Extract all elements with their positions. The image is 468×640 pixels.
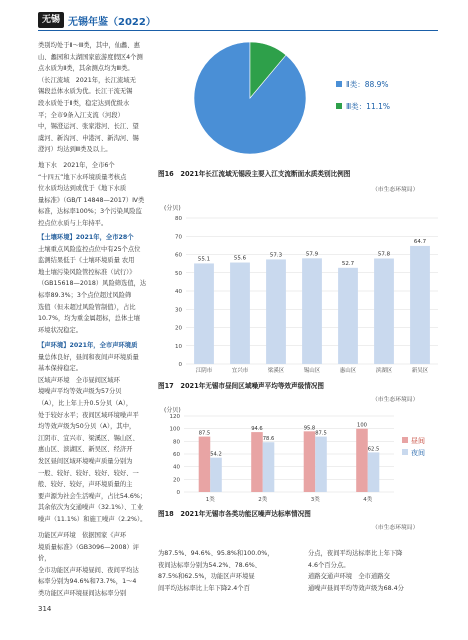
text-line: （A），比上年上升0.5分贝（A）， bbox=[38, 399, 133, 407]
text-line: 为87.5%、94.6%、95.8%和100.0%， bbox=[158, 550, 274, 557]
bar bbox=[410, 246, 430, 364]
figure18-grouped-bar-chart bbox=[158, 406, 448, 506]
figure16-source: （市生态环境局） bbox=[372, 187, 419, 193]
text-line: 地土壤污染风险管控标准（试行）》 bbox=[38, 268, 136, 276]
bar bbox=[266, 259, 286, 364]
data-label: 62.5 bbox=[367, 446, 380, 453]
text-line: 噪声（11.1%）和施工噪声（2.2%）。 bbox=[38, 515, 147, 523]
legend-label: Ⅱ类：88.9% bbox=[346, 80, 389, 89]
text-line: 境质量标准》（GB3096—2008）评价， bbox=[38, 543, 140, 563]
x-tick-label: 宜兴市 bbox=[231, 368, 249, 374]
bar bbox=[199, 437, 211, 492]
data-label: 95.8 bbox=[303, 425, 316, 432]
y-tick-label: 0 bbox=[176, 490, 180, 496]
text-line: 山、蠡园和太湖国家旅游度假区4个测 bbox=[38, 53, 143, 61]
text-line: 江阴市、宜兴市、梁溪区、锡山区、 bbox=[38, 434, 139, 442]
text-line: 要声源为社会生活噪声，占比54.6%； bbox=[38, 492, 147, 500]
text-line: 一般、较好、较好、较好、较好、一 bbox=[38, 469, 139, 477]
text-line: 平；全市9条入江支流（河段） bbox=[38, 111, 124, 119]
bar bbox=[210, 458, 222, 492]
y-tick-label: 20 bbox=[173, 477, 180, 484]
page-number: 314 bbox=[38, 605, 52, 613]
y-tick-label: 100 bbox=[169, 426, 180, 433]
legend-swatch bbox=[336, 103, 342, 109]
text-line: 中，锡澄运河、张家港河、长江、望 bbox=[38, 123, 139, 131]
bar bbox=[368, 452, 380, 492]
running-header bbox=[38, 10, 438, 32]
x-tick-label: 滨湖区 bbox=[375, 368, 393, 374]
bar bbox=[356, 429, 368, 492]
text-line: 间平均达标率比上年下降2.4个百 bbox=[158, 584, 250, 592]
y-tick-label: 80 bbox=[173, 439, 180, 446]
text-line: 标准，达标率100%；3个污染风险监 bbox=[38, 208, 142, 216]
text-line: 其余依次为交通噪声（32.1%）、工业 bbox=[38, 504, 144, 512]
y-tick-label: 30 bbox=[175, 307, 182, 314]
data-label: 87.5 bbox=[315, 430, 327, 437]
y-tick-label: 10 bbox=[175, 343, 182, 350]
figure17-bar-chart bbox=[158, 196, 448, 374]
x-tick-label: 1类 bbox=[205, 497, 215, 503]
data-label: 100 bbox=[357, 422, 367, 429]
text-line: 分点，夜间平均达标率比上年下降 bbox=[308, 550, 403, 557]
text-line: 选值（但未超过风险管制值），占比 bbox=[38, 303, 136, 311]
text-line: 发区昼间区域环境噪声质量分别为 bbox=[38, 457, 133, 465]
left-text-soil bbox=[38, 232, 150, 336]
bottom-right-text bbox=[308, 548, 438, 594]
text-line: 类功能区声环境昼间达标率分别 bbox=[38, 589, 127, 597]
y-tick-label: 120 bbox=[169, 414, 180, 420]
left-text-water bbox=[38, 40, 150, 156]
x-tick-label: 江阴市 bbox=[195, 368, 213, 374]
y-tick-label: 80 bbox=[175, 216, 182, 222]
bar bbox=[194, 263, 214, 364]
y-tick-label: 50 bbox=[175, 270, 182, 277]
x-tick-label: 新吴区 bbox=[411, 368, 429, 374]
data-label: 94.6 bbox=[251, 426, 263, 433]
figure18-caption: 图18 2021年无锡市各类功能区噪声达标率情况图 bbox=[158, 510, 311, 518]
text-line: 全市功能区声环境昼间、夜间平均达 bbox=[38, 566, 139, 574]
legend-swatch bbox=[402, 449, 408, 455]
data-label: 57.8 bbox=[377, 251, 391, 258]
header-rule bbox=[38, 30, 438, 31]
text-line: 均等效声级为50分贝（A），其中， bbox=[38, 423, 136, 431]
bar bbox=[304, 431, 316, 492]
yearbook-logo: 无锡 bbox=[38, 12, 64, 28]
text-line: 10.7%，均为重金属超标，总体土壤 bbox=[38, 315, 140, 323]
x-tick-label: 2类 bbox=[258, 497, 268, 503]
text-line: 87.5%和62.5%，功能区声环境昼 bbox=[158, 573, 255, 581]
text-line: 虞河、新沟河、申港河、新沟河、锡 bbox=[38, 134, 139, 142]
data-label: 78.6 bbox=[262, 436, 275, 443]
text-line: 境噪声平均等效声级为57分贝 bbox=[38, 388, 122, 396]
data-label: 64.7 bbox=[413, 238, 427, 245]
text-line: 道路交通声环境 全市道路交 bbox=[308, 573, 390, 581]
text-line: 般、较好、较好，声环境质量的主 bbox=[38, 481, 133, 489]
text-line: 监测结果低于《土壤环境质量 农用 bbox=[38, 257, 135, 265]
y-tick-label: 40 bbox=[173, 464, 180, 471]
data-label: 52.7 bbox=[341, 260, 355, 267]
text-line: 标率分别为94.6%和73.7%，1～4 bbox=[38, 578, 137, 586]
text-line: 类别均处于Ⅱ～Ⅲ类，其中，仙蠡、惠 bbox=[38, 42, 140, 49]
text-line: 【土壤环境】2021年，全市28个 bbox=[38, 234, 134, 241]
bar bbox=[338, 268, 358, 364]
x-tick-label: 梁溪区 bbox=[267, 368, 285, 374]
data-label: 57.3 bbox=[269, 252, 283, 259]
text-line: （长江流域 2021年，长江流域无 bbox=[38, 76, 136, 84]
y-tick-label: 40 bbox=[175, 289, 182, 295]
bar bbox=[263, 442, 275, 492]
bar bbox=[302, 258, 322, 364]
bar bbox=[251, 432, 263, 492]
y-tick-label: 60 bbox=[175, 252, 182, 259]
legend-label: 夜间 bbox=[411, 449, 425, 457]
x-tick-label: 3类 bbox=[310, 497, 320, 503]
y-tick-label: 60 bbox=[173, 452, 180, 458]
text-line: 段水质处于Ⅱ类，稳定达到优级水 bbox=[38, 99, 130, 107]
text-line: 位水质均达到或优于《地下水质 bbox=[38, 185, 127, 193]
figure18-source: （市生态环境局） bbox=[372, 525, 419, 531]
text-line: 处于较好水平；夜间区域环境噪声平 bbox=[38, 411, 139, 419]
legend-label: 昼间 bbox=[411, 437, 425, 445]
text-line: 标率89.3%；3个点位超过风险筛 bbox=[38, 291, 132, 299]
text-line: 区域声环境 全市昼间区域环 bbox=[38, 376, 120, 384]
data-label: 55.1 bbox=[197, 256, 211, 263]
y-axis-unit: (分贝) bbox=[164, 205, 181, 212]
text-line: （GB15618—2018）风险筛选值，达 bbox=[38, 280, 147, 288]
legend-swatch bbox=[336, 81, 342, 87]
text-line: “十四五”地下水环境质量考核点 bbox=[38, 173, 127, 181]
x-tick-label: 惠山区 bbox=[339, 368, 357, 374]
left-text-sound bbox=[38, 340, 150, 526]
text-line: 澄河）均达到Ⅲ类及以上。 bbox=[38, 146, 112, 154]
figure17-source: （市生态环境局） bbox=[372, 397, 419, 403]
running-title: 无锡年鉴（2022） bbox=[68, 17, 156, 28]
left-text-functional-zone bbox=[38, 530, 150, 600]
bar bbox=[230, 263, 250, 364]
figure16-caption: 图16 2021年长江流域无锡段主要入江支流断面水质类别比例图 bbox=[158, 170, 351, 178]
data-label: 57.9 bbox=[305, 251, 319, 258]
x-tick-label: 锡山区 bbox=[303, 368, 321, 374]
figure16-pie-chart bbox=[158, 36, 448, 168]
text-line: 基本保持稳定。 bbox=[38, 365, 83, 373]
bottom-middle-text bbox=[158, 548, 300, 594]
bar bbox=[374, 259, 394, 364]
text-line: 环境状况稳定。 bbox=[38, 326, 83, 334]
data-label: 87.5 bbox=[198, 430, 211, 437]
y-tick-label: 20 bbox=[175, 325, 182, 332]
text-line: 量总体良好，昼间和夜间声环境质量 bbox=[38, 353, 139, 361]
data-label: 54.2 bbox=[210, 451, 222, 458]
y-axis-unit: (分贝) bbox=[164, 407, 181, 414]
text-line: 控点位水质与上年持平。 bbox=[38, 219, 108, 227]
y-tick-label: 70 bbox=[175, 234, 182, 241]
text-line: 土壤重点风险监控点位中有25个点位 bbox=[38, 245, 141, 253]
legend-swatch bbox=[402, 437, 408, 443]
text-line: 通噪声昼间平均等效声级为68.4分 bbox=[308, 584, 404, 592]
text-line: 惠山区、滨湖区、新吴区、经济开 bbox=[38, 446, 133, 454]
x-tick-label: 4类 bbox=[363, 497, 373, 503]
text-line: 锡段总体水质为优。长江干流无锡 bbox=[38, 88, 133, 96]
left-text-groundwater bbox=[38, 160, 150, 230]
figure17-caption: 图17 2021年无锡市昼间区域噪声平均等效声级情况图 bbox=[158, 382, 324, 390]
bar bbox=[315, 437, 327, 492]
data-label: 55.6 bbox=[233, 255, 247, 262]
legend-label: Ⅲ类：11.1% bbox=[346, 102, 390, 111]
text-line: 点水质为Ⅱ类，其余测点均为Ⅲ类。 bbox=[38, 65, 134, 73]
text-line: 夜间达标率分别为54.2%、78.6%、 bbox=[158, 561, 261, 569]
text-line: 4.6个百分点。 bbox=[308, 561, 350, 569]
text-line: 量标准》（GB/T 14848—2017）Ⅳ类 bbox=[38, 196, 145, 204]
text-line: 【声环境】2021年，全市声环境质 bbox=[38, 342, 138, 349]
text-line: 地下水 2021年，全市6个 bbox=[38, 162, 115, 169]
text-line: 功能区声环境 依据国家《声环 bbox=[38, 532, 127, 539]
y-tick-label: 0 bbox=[178, 362, 182, 368]
